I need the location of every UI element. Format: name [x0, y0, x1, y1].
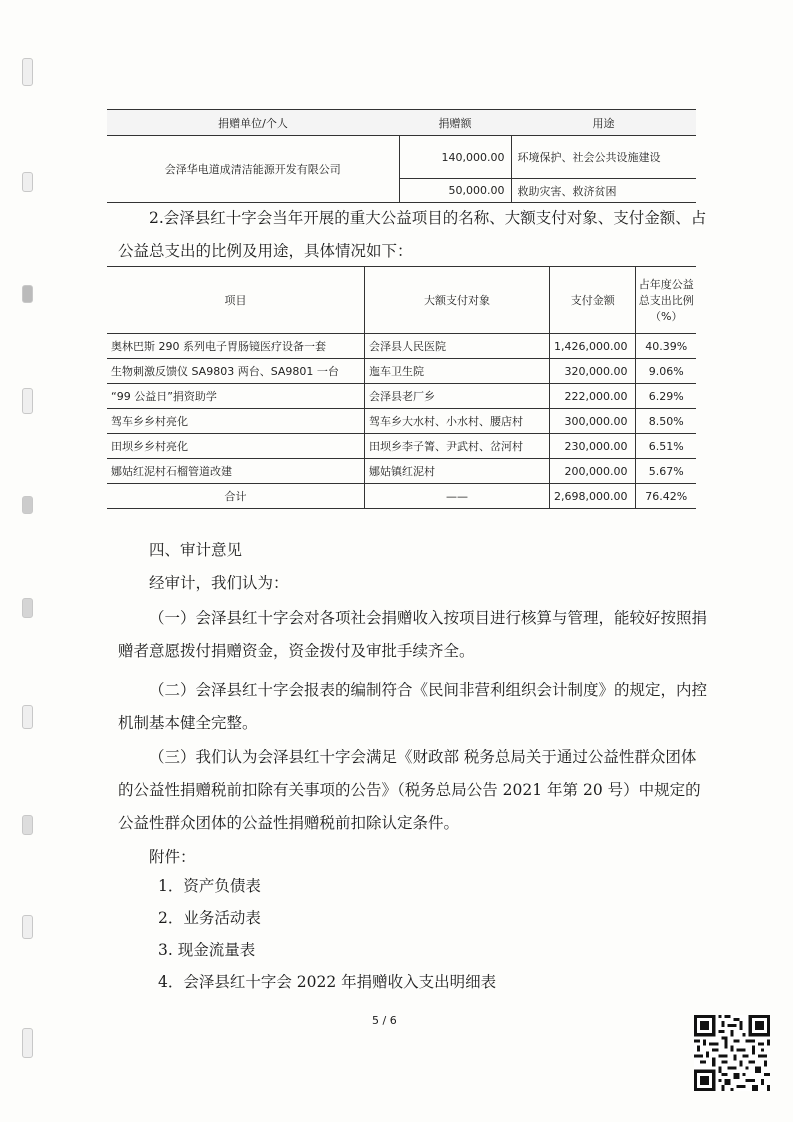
recipient-name: 田坝乡李子箐、尹武村、岔河村 — [365, 434, 550, 459]
payment-amount: 200,000.00 — [550, 459, 636, 484]
recipient-name: 会泽县人民医院 — [365, 334, 550, 359]
donation-amount: 50,000.00 — [399, 179, 511, 203]
recipient-name: 会泽县老厂乡 — [365, 384, 550, 409]
project-table — [107, 266, 696, 509]
project-name: 奥林巴斯 290 系列电子胃肠镜医疗设备一套 — [107, 334, 365, 359]
column-header-project: 项目 — [107, 267, 365, 334]
page-number: 5 / 6 — [372, 1014, 397, 1027]
attachment-item: 1．资产负债表 — [158, 877, 261, 895]
audit-paragraph-2: （二）会泽县红十字会报表的编制符合《民间非营利组织会计制度》的规定，内控机制基本健全完整。 — [118, 681, 708, 732]
payment-amount: 300,000.00 — [550, 409, 636, 434]
column-header-ratio: 占年度公益总支出比例（%） — [636, 267, 696, 334]
binding-mark — [22, 285, 33, 303]
table-row — [107, 434, 696, 459]
total-ratio: 76.42% — [636, 484, 696, 509]
donation-use: 环境保护、社会公共设施建设 — [511, 136, 696, 179]
attachment-item: 2．业务活动表 — [158, 909, 261, 927]
binding-mark — [22, 915, 33, 939]
binding-mark — [22, 1028, 33, 1058]
column-header-use: 用途 — [511, 110, 696, 136]
table-row — [107, 359, 696, 384]
audit-intro: 经审计，我们认为： — [149, 574, 289, 592]
column-header-amount: 捐赠额 — [399, 110, 511, 136]
table-row — [107, 334, 696, 359]
binding-mark — [22, 705, 33, 729]
payment-amount: 222,000.00 — [550, 384, 636, 409]
column-header-amount: 支付金额 — [550, 267, 636, 334]
expense-ratio: 40.39% — [636, 334, 696, 359]
project-name: 驾车乡乡村亮化 — [107, 409, 365, 434]
payment-amount: 320,000.00 — [550, 359, 636, 384]
donor-name: 会泽华电道成清洁能源开发有限公司 — [107, 136, 399, 203]
donation-amount: 140,000.00 — [399, 136, 511, 179]
table-row — [107, 384, 696, 409]
audit-heading: 四、审计意见 — [149, 541, 243, 559]
recipient-name: 迤车卫生院 — [365, 359, 550, 384]
project-name: 田坝乡乡村亮化 — [107, 434, 365, 459]
table-header-row — [107, 267, 696, 334]
donor-table — [107, 109, 696, 203]
audit-paragraph-3: （三）我们认为会泽县红十字会满足《财政部 税务总局关于通过公益性群众团体的公益性捐赠税前扣除有关事项的公告》（税务总局公告 2021 年第 20 号）中规定的公益性群众团体的公益性捐赠税前扣除认定条件。 — [118, 748, 701, 832]
section-2-paragraph: 2.会泽县红十字会当年开展的重大公益项目的名称、大额支付对象、支付金额、占公益总支出的比例及用途，具体情况如下： — [118, 209, 707, 260]
payment-amount: 230,000.00 — [550, 434, 636, 459]
column-header-donor: 捐赠单位/个人 — [107, 110, 399, 136]
total-row — [107, 484, 696, 509]
attachment-item: 3. 现金流量表 — [158, 941, 256, 959]
recipient-name: 驾车乡大水村、小水村、腰店村 — [365, 409, 550, 434]
expense-ratio: 5.67% — [636, 459, 696, 484]
attachments-label: 附件： — [149, 848, 196, 866]
donation-use: 救助灾害、救济贫困 — [511, 179, 696, 203]
binding-mark — [22, 388, 33, 414]
expense-ratio: 6.51% — [636, 434, 696, 459]
qr-code-icon — [694, 1015, 770, 1091]
table-row — [107, 409, 696, 434]
binding-mark — [22, 598, 33, 618]
total-amount: 2,698,000.00 — [550, 484, 636, 509]
expense-ratio: 9.06% — [636, 359, 696, 384]
binding-mark — [22, 815, 33, 835]
payment-amount: 1,426,000.00 — [550, 334, 636, 359]
expense-ratio: 6.29% — [636, 384, 696, 409]
table-header-row — [107, 110, 696, 136]
binding-mark — [22, 496, 33, 514]
audit-paragraph-1: （一）会泽县红十字会对各项社会捐赠收入按项目进行核算与管理，能较好按照捐赠者意愿拨付捐赠资金，资金拨付及审批手续齐全。 — [118, 609, 708, 660]
table-row — [107, 459, 696, 484]
total-label: 合计 — [107, 484, 365, 509]
recipient-name: 娜姑镇红泥村 — [365, 459, 550, 484]
project-name: 生物刺激反馈仪 SA9803 两台、SA9801 一台 — [107, 359, 365, 384]
total-recipient: —— — [365, 484, 550, 509]
project-name: “99 公益日”捐资助学 — [107, 384, 365, 409]
expense-ratio: 8.50% — [636, 409, 696, 434]
attachment-item: 4．会泽县红十字会 2022 年捐赠收入支出明细表 — [158, 973, 497, 991]
table-row — [107, 136, 696, 179]
binding-mark — [22, 58, 33, 86]
binding-mark — [22, 172, 33, 192]
project-name: 娜姑红泥村石榴管道改建 — [107, 459, 365, 484]
column-header-recipient: 大额支付对象 — [365, 267, 550, 334]
